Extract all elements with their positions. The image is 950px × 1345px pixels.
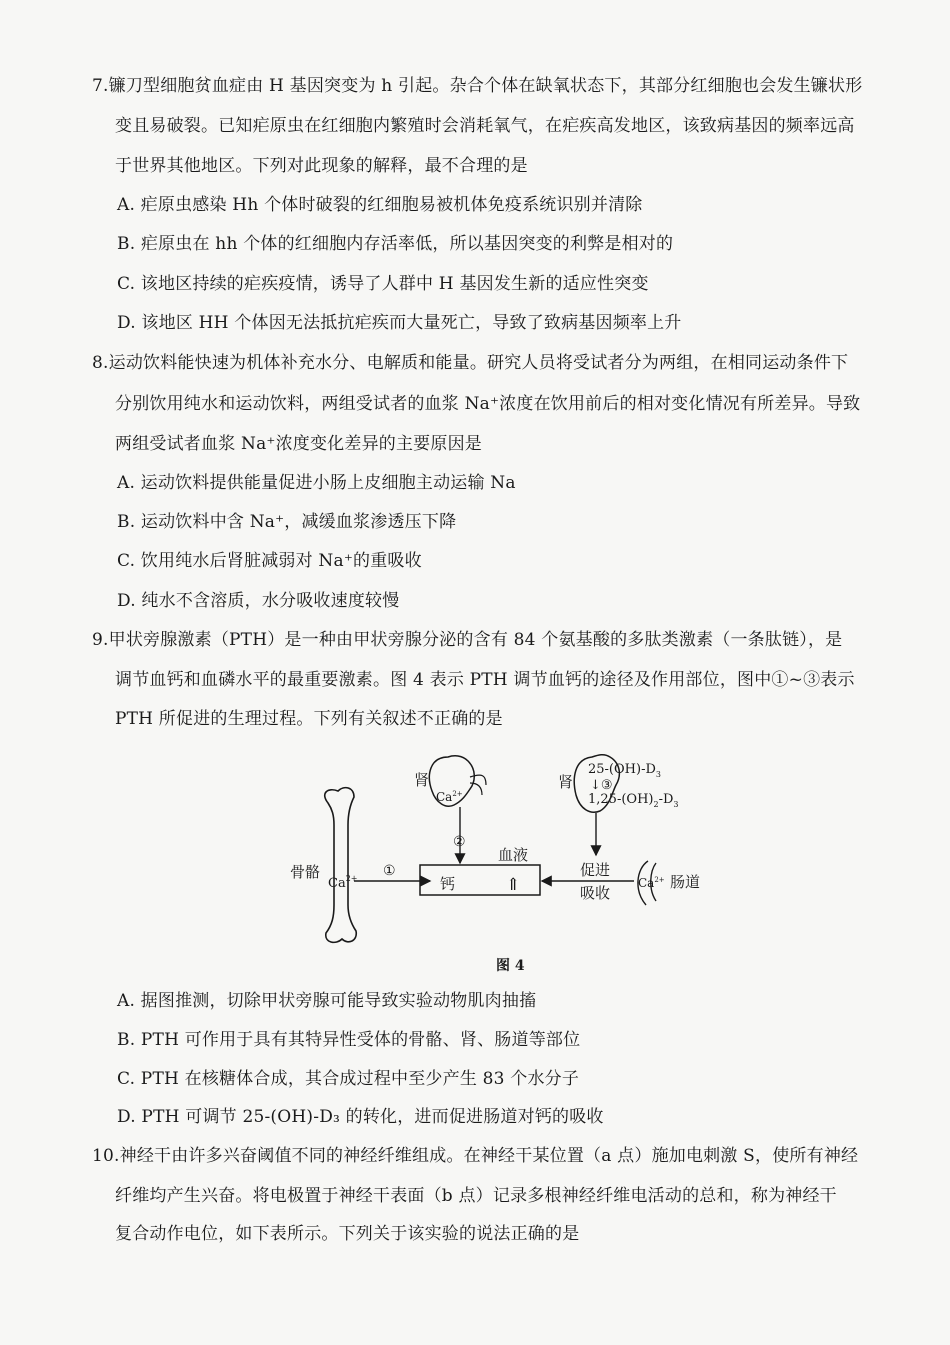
q8-option-c: C. 饮用纯水后肾脏减弱对 Na⁺的重吸收: [117, 551, 422, 571]
circle-1-label: ①: [383, 863, 396, 879]
bone-label: 骨骼: [290, 863, 321, 881]
right-kidney-label: 肾: [558, 773, 574, 791]
q9-option-a: A. 据图推测，切除甲状旁腺可能导致实验动物肌肉抽搐: [117, 991, 537, 1011]
circle-3-label: ↓③: [590, 778, 613, 793]
q7-stem-line-1: [92, 74, 862, 98]
q7-option-b: B. 疟原虫在 hh 个体的红细胞内存活率低，所以基因突变的利弊是相对的: [117, 234, 674, 254]
circle-2-label: ②: [453, 834, 466, 850]
q8-number: 8.: [92, 353, 109, 373]
q7-option-c: C. 该地区持续的疟疾疫情，诱导了人群中 H 基因发生新的适应性突变: [117, 274, 649, 294]
q7-stem-line-3: 于世界其他地区。下列对此现象的解释，最不合理的是: [115, 156, 528, 176]
q10-number: 10.: [92, 1146, 120, 1166]
intestine-label: 肠道: [670, 873, 701, 891]
blood-label: 血液: [498, 846, 529, 864]
bone-ca-label: $Ca^{2+}$: [328, 874, 358, 891]
absorb-label: 吸收: [580, 884, 611, 902]
vitd-top-label: $25-(OH)-D_3$: [588, 762, 661, 779]
left-kidney-ca: $Ca^{2+}$: [436, 790, 463, 804]
intestine-ca-label: $Ca^{2+}$: [638, 876, 665, 890]
left-kidney-label: 肾: [414, 771, 430, 789]
q10-stem-line-2: 纤维均产生兴奋。将电极置于神经干表面（b 点）记录多根神经纤维电活动的总和，称为神经干: [115, 1186, 837, 1206]
q8-stem-text-1: 运动饮料能快速为机体补充水分、电解质和能量。研究人员将受试者分为两组，在相同运动条件下: [108, 353, 849, 373]
up-arrow-icon: ⇑: [506, 875, 521, 895]
promote-label: 促进: [580, 861, 611, 879]
q7-stem-text-1: 镰刀型细胞贫血症由 H 基因突变为 h 引起。杂合个体在缺氧状态下，其部分红细胞也会发生镰状形: [108, 76, 863, 96]
q7-option-d: D. 该地区 HH 个体因无法抵抗疟疾而大量死亡，导致了致病基因频率上升: [117, 313, 682, 333]
q9-stem-line-2: 调节血钙和血磷水平的最重要激素。图 4 表示 PTH 调节血钙的途径及作用部位，图中①~③表示: [115, 670, 855, 690]
blood-box: [420, 865, 540, 895]
figure-4-diagram: [270, 745, 730, 950]
q8-stem-line-3: 两组受试者血浆 Na⁺浓度变化差异的主要原因是: [115, 434, 482, 454]
q8-stem-line-2: 分别饮用纯水和运动饮料，两组受试者的血浆 Na⁺浓度在饮用前后的相对变化情况有所差异。导致: [115, 394, 861, 414]
q9-stem-text-1: 甲状旁腺激素（PTH）是一种由甲状旁腺分泌的含有 84 个氨基酸的多肽类激素（一条肽链），是: [108, 630, 843, 650]
q9-option-c: C. PTH 在核糖体合成，其合成过程中至少产生 83 个水分子: [117, 1069, 580, 1089]
q9-stem-line-3: PTH 所促进的生理过程。下列有关叙述不正确的是: [115, 709, 503, 729]
bone-shape: [325, 788, 357, 943]
q10-stem-line-1: [92, 1144, 858, 1168]
vitd-bottom-label: $1,25-(OH)_2-D_3$: [588, 792, 679, 809]
q7-stem-line-2: 变且易破裂。已知疟原虫在红细胞内繁殖时会消耗氧气，在疟疾高发地区，该致病基因的频率远高: [115, 116, 855, 136]
q10-stem-text-1: 神经干由许多兴奋阈值不同的神经纤维组成。在神经干某位置（a 点）施加电刺激 S，使所有神经: [119, 1146, 859, 1166]
q7-number: 7.: [92, 76, 109, 96]
q9-number: 9.: [92, 630, 109, 650]
q10-stem-line-3: 复合动作电位，如下表所示。下列关于该实验的说法正确的是: [115, 1224, 580, 1244]
q9-option-d: D. PTH 可调节 25-(OH)-D₃ 的转化，进而促进肠道对钙的吸收: [117, 1107, 604, 1127]
q8-option-b: B. 运动饮料中含 Na⁺，减缓血浆渗透压下降: [117, 512, 457, 532]
figure-caption: 图 4: [496, 958, 525, 974]
q7-option-a: A. 疟原虫感染 Hh 个体时破裂的红细胞易被机体免疫系统识别并清除: [117, 195, 643, 215]
q9-option-b: B. PTH 可作用于具有其特异性受体的骨骼、肾、肠道等部位: [117, 1030, 581, 1050]
q8-option-d: D. 纯水不含溶质，水分吸收速度较慢: [117, 591, 400, 611]
calcium-label: 钙: [440, 875, 456, 893]
q9-stem-line-1: [92, 628, 842, 652]
q8-stem-line-1: [92, 351, 848, 375]
q8-option-a: A. 运动饮料提供能量促进小肠上皮细胞主动运输 Na: [117, 473, 516, 493]
